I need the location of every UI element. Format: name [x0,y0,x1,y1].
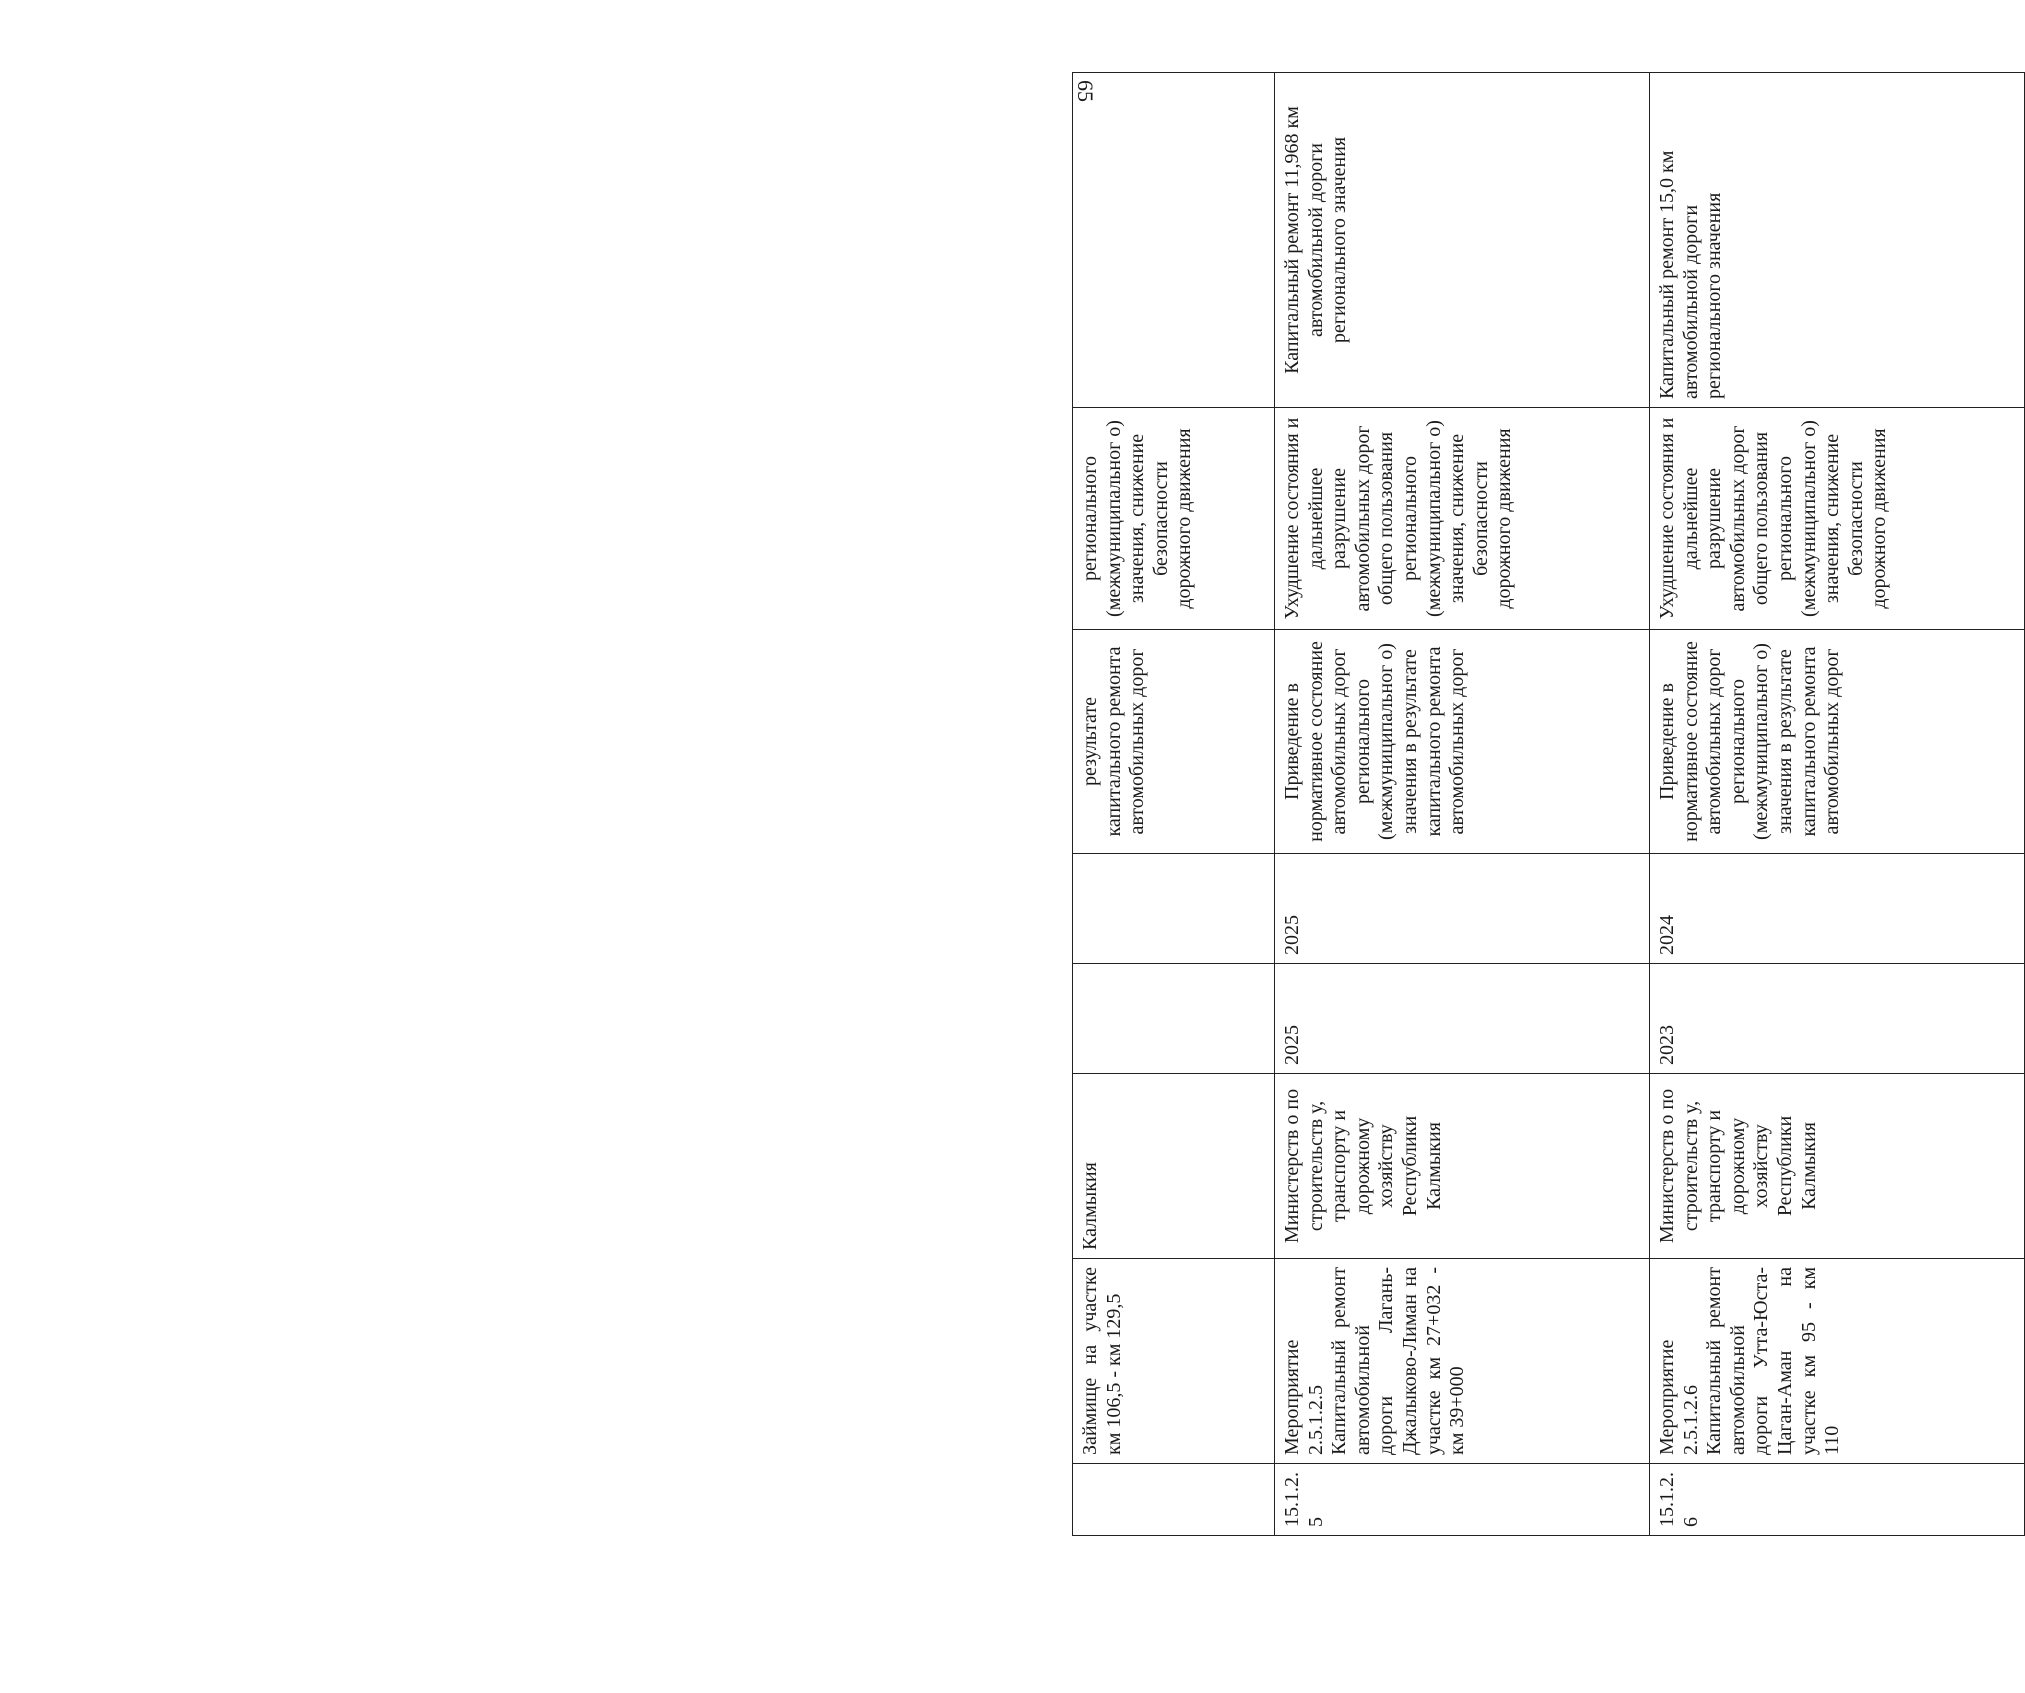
measure-name-cell: Мероприятие 2.5.1.2.5 Капитальный ремонт автомобильной дороги Лагань-Джалыково-Лиман на участке км 27+032 - км 39+000 [1275,1259,1650,1464]
table-row [1073,73,1275,1536]
end-year-cell: 2025 [1275,854,1650,964]
consequences-cell: Ухудшение состояния и дальнейшее разрушение автомобильных дорог общего пользования регионального (межмуниципальног о) значения, снижение безопасности дорожного движения [1275,408,1650,630]
indicator-cell: Капитальный ремонт 15,0 км автомобильной дороги регионального значения [1650,73,2025,408]
table-row [1650,73,2025,1536]
row-number-cell: 15.1.2.5 [1275,1464,1650,1536]
program-table [1072,72,2025,1536]
expected-result-cell: результате капитального ремонта автомобильных дорог [1073,630,1275,854]
consequences-cell: Ухудшение состояния и дальнейшее разрушение автомобильных дорог общего пользования регионального (межмуниципальног о) значения, снижение безопасности дорожного движения [1650,408,2025,630]
row-number-cell: 15.1.2.6 [1650,1464,2025,1536]
expected-result-cell: Приведение в нормативное состояние автомобильных дорог регионального (межмуниципальног о) значения в результате капитального ремонта автомобильных дорог [1275,630,1650,854]
expected-result-cell: Приведение в нормативное состояние автомобильных дорог регионального (межмуниципальног о) значения в результате капитального ремонта автомобильных дорог [1650,630,2025,854]
indicator-cell [1073,73,1275,408]
executor-cell: Министерств о по строительств у, транспорту и дорожному хозяйству Республики Калмыкия [1650,1074,2025,1259]
table-row [1275,73,1650,1536]
measure-name-cell: Мероприятие 2.5.1.2.6 Капитальный ремонт автомобильной дороги Утта-Юста-Цаган-Аман на участке км 95 - км 110 [1650,1259,2025,1464]
consequences-cell: регионального (межмуниципальног о) значения, снижение безопасности дорожного движения [1073,408,1275,630]
start-year-cell [1073,964,1275,1074]
executor-cell: Министерств о по строительств у, транспорту и дорожному хозяйству Республики Калмыкия [1275,1074,1650,1259]
row-number-cell [1073,1464,1275,1536]
end-year-cell [1073,854,1275,964]
measure-name-cell: Займище на участке км 106,5 - км 129,5 [1073,1259,1275,1464]
page-number: 65 [1073,80,1098,102]
start-year-cell: 2025 [1275,964,1650,1074]
start-year-cell: 2023 [1650,964,2025,1074]
executor-cell: Калмыкия [1073,1074,1275,1259]
indicator-cell: Капитальный ремонт 11,968 км автомобильной дороги регионального значения [1275,73,1650,408]
end-year-cell: 2024 [1650,854,2025,964]
